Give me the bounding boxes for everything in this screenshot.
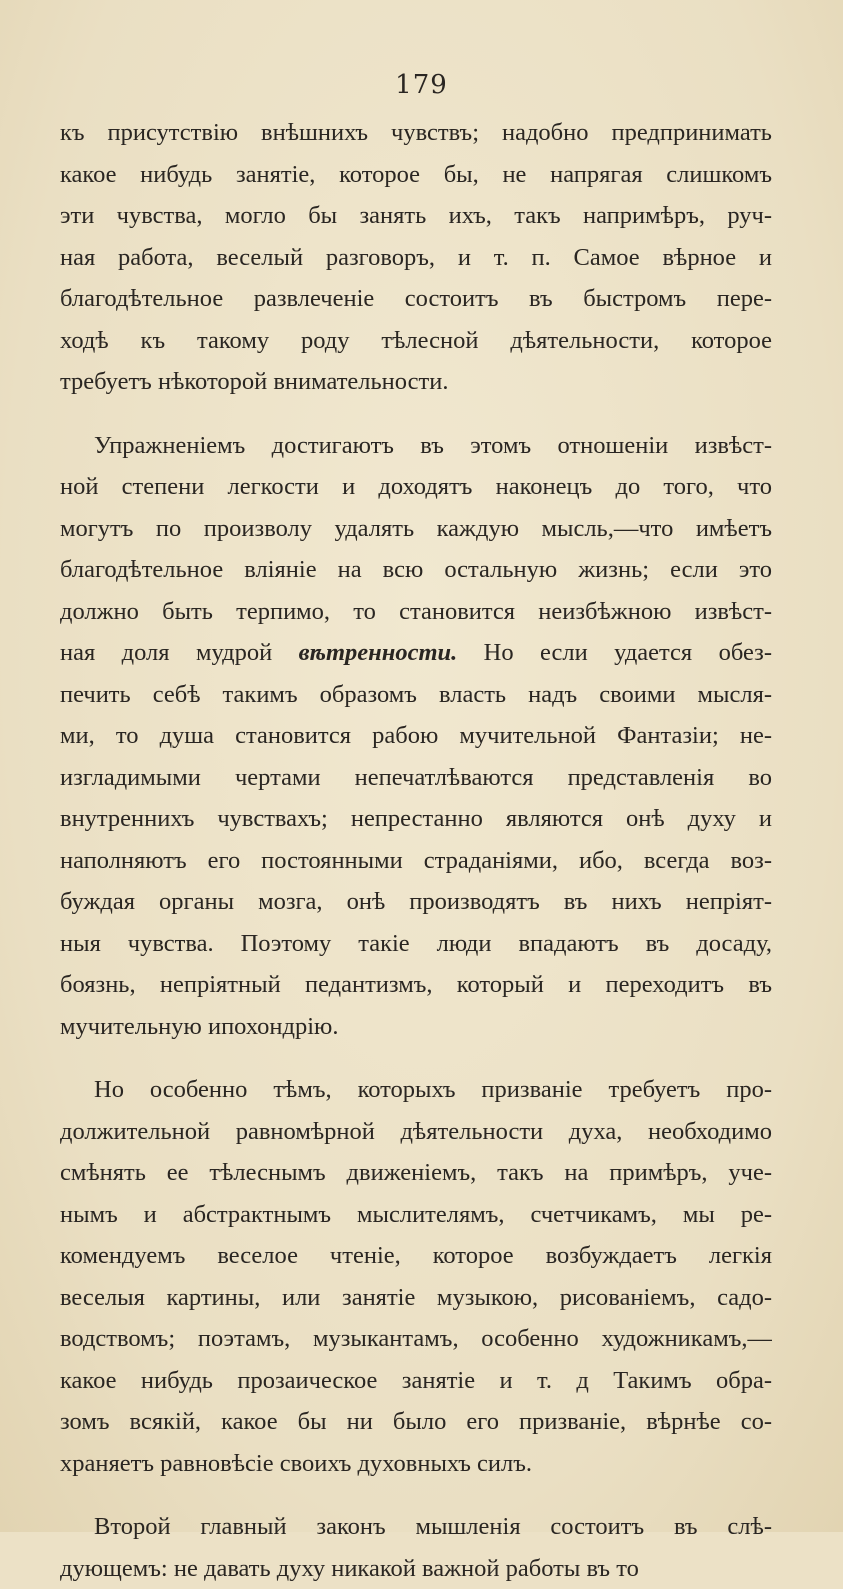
- paragraph-3: [60, 1069, 772, 1484]
- text-line: требуетъ нѣкоторой внимательности.: [60, 361, 772, 403]
- text-line: къ присутствію внѣшнихъ чувствъ; надобно предпринимать: [60, 112, 772, 154]
- text-line: могутъ по произволу удалять каждую мысль,—что имѣетъ: [60, 508, 772, 550]
- text-line: ходѣ къ такому роду тѣлесной дѣятельности, которое: [60, 320, 772, 362]
- text-line: храняетъ равновѣсіе своихъ духовныхъ силъ.: [60, 1443, 772, 1485]
- text-line: ныя чувства. Поэтому такіе люди впадаютъ въ досаду,: [60, 923, 772, 965]
- text-line: благодѣтельное вліяніе на всю остальную жизнь; если это: [60, 549, 772, 591]
- paragraph-4: [60, 1506, 772, 1589]
- text-line: смѣнять ее тѣлеснымъ движеніемъ, такъ на примѣръ, уче-: [60, 1152, 772, 1194]
- emphasized-word: вѣтренности.: [299, 639, 458, 666]
- text-line: ная работа, веселый разговоръ, и т. п. Самое вѣрное и: [60, 237, 772, 279]
- text-line: комендуемъ веселое чтеніе, которое возбуждаетъ легкія: [60, 1235, 772, 1277]
- text-line: боязнь, непріятный педантизмъ, который и переходитъ въ: [60, 964, 772, 1006]
- text-line: водствомъ; поэтамъ, музыкантамъ, особенно художникамъ,—: [60, 1318, 772, 1360]
- text-line: нымъ и абстрактнымъ мыслителямъ, счетчикамъ, мы ре-: [60, 1194, 772, 1236]
- text-line: должно быть терпимо, то становится неизбѣжною извѣст-: [60, 591, 772, 633]
- paragraph-1: [60, 112, 772, 403]
- text-line: эти чувства, могло бы занять ихъ, такъ напримѣръ, руч-: [60, 195, 772, 237]
- page-body-text: [60, 112, 772, 1589]
- text-line: должительной равномѣрной дѣятельности духа, необходимо: [60, 1111, 772, 1153]
- text-line: изгладимыми чертами непечатлѣваются представленія во: [60, 757, 772, 799]
- text-line: ной степени легкости и доходятъ наконецъ до того, что: [60, 466, 772, 508]
- text-line: Но особенно тѣмъ, которыхъ призваніе требуетъ про-: [60, 1069, 772, 1111]
- text-line: благодѣтельное развлеченіе состоитъ въ быстромъ пере-: [60, 278, 772, 320]
- text-line: наполняютъ его постоянными страданіями, ибо, всегда воз-: [60, 840, 772, 882]
- text-line: мучительную ипохондрію.: [60, 1006, 772, 1048]
- paragraph-2: [60, 425, 772, 1048]
- text-line: внутреннихъ чувствахъ; непрестанно являются онѣ духу и: [60, 798, 772, 840]
- page-number: 179: [0, 70, 843, 100]
- text-line: веселыя картины, или занятіе музыкою, рисованіемъ, садо-: [60, 1277, 772, 1319]
- text-line: ми, то душа становится рабою мучительной Фантазіи; не-: [60, 715, 772, 757]
- text-line: дующемъ: не давать духу никакой важной работы въ то: [60, 1548, 772, 1589]
- text-line: печить себѣ такимъ образомъ власть надъ своими мысля-: [60, 674, 772, 716]
- text-line: буждая органы мозга, онѣ производятъ въ нихъ непріят-: [60, 881, 772, 923]
- text-line: какое нибудь занятіе, которое бы, не напрягая слишкомъ: [60, 154, 772, 196]
- text-line: Упражненіемъ достигаютъ въ этомъ отношеніи извѣст-: [60, 425, 772, 467]
- text-line: какое нибудь прозаическое занятіе и т. д Такимъ обра-: [60, 1360, 772, 1402]
- text-line: Второй главный законъ мышленія состоитъ въ слѣ-: [60, 1506, 772, 1548]
- text-line: зомъ всякій, какое бы ни было его призваніе, вѣрнѣе со-: [60, 1401, 772, 1443]
- text-line: ная доля мудрой вѣтренности. Но если удается обез-: [60, 632, 772, 674]
